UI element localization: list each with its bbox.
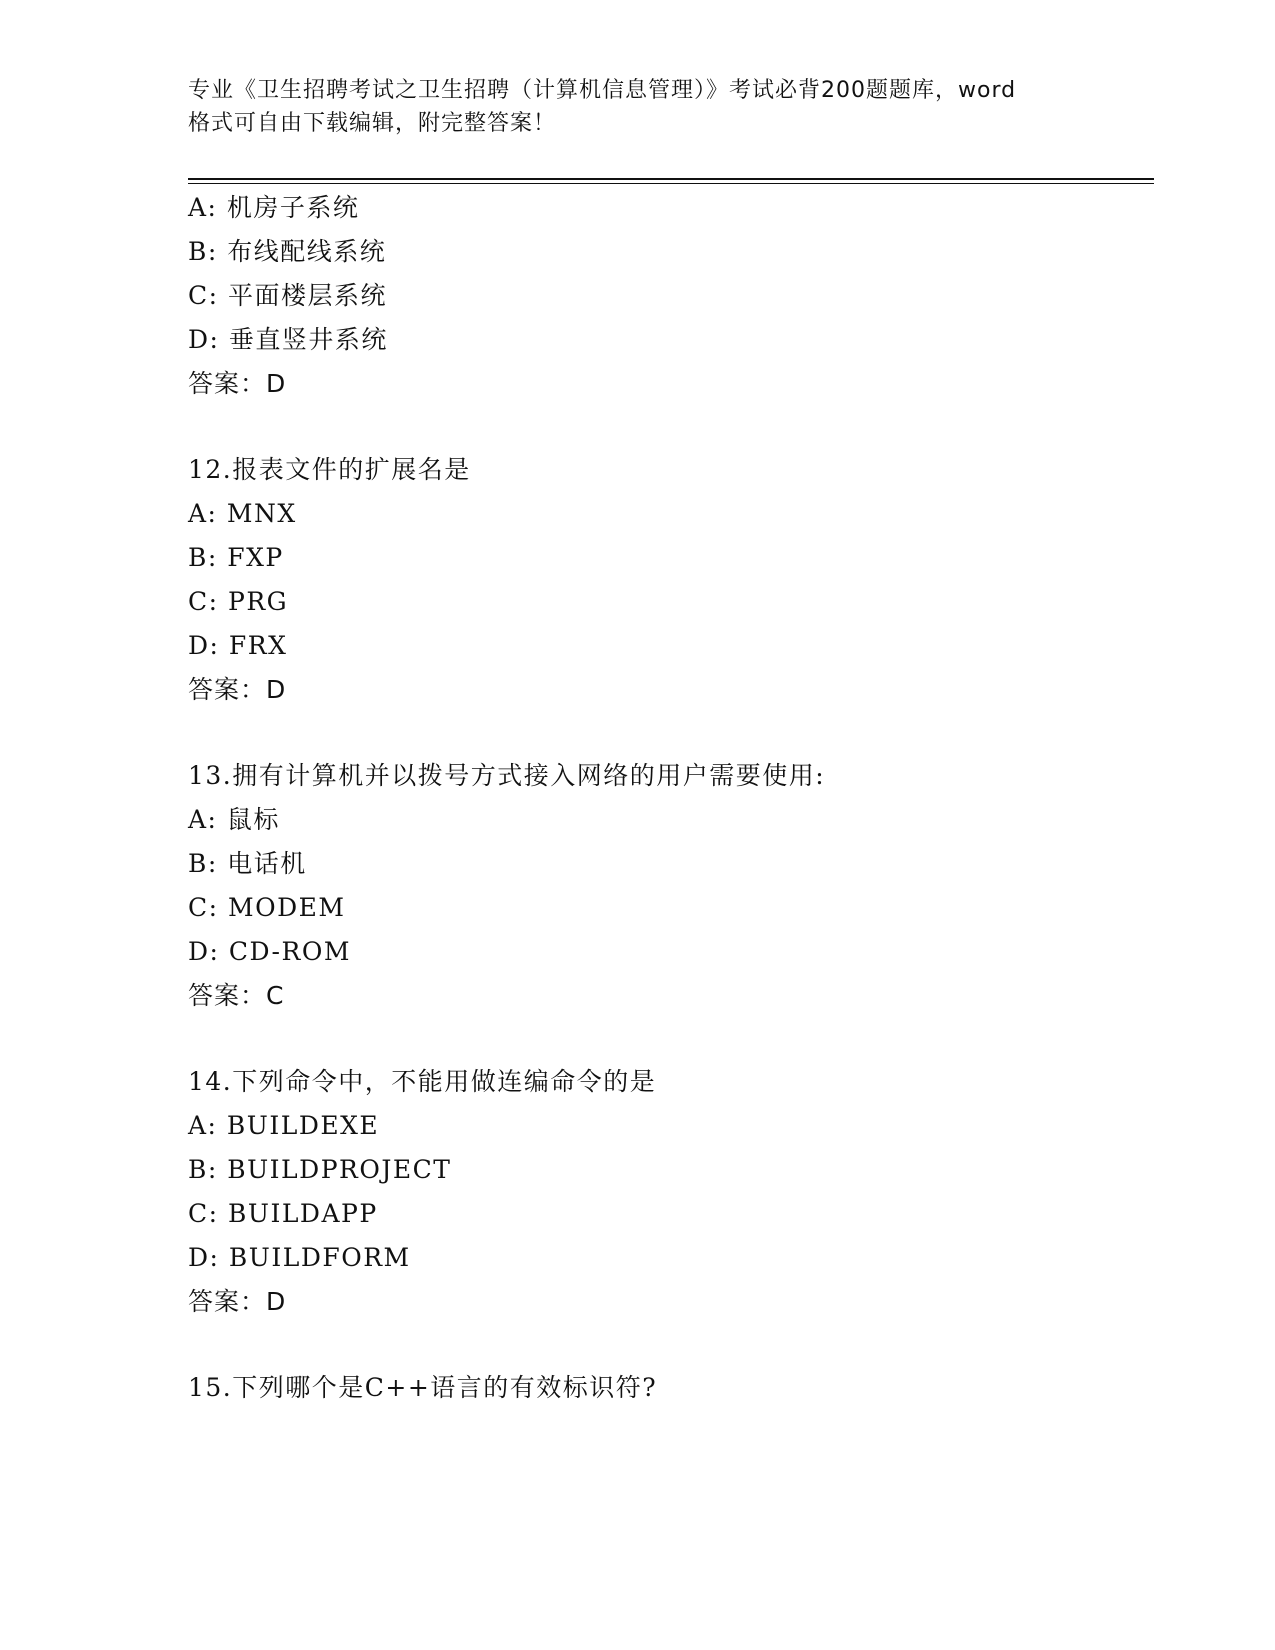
q13-option-b: B: 电话机	[188, 849, 307, 878]
document-header	[188, 74, 1088, 140]
q14-option-c: C: BUILDAPP	[188, 1199, 378, 1228]
q12-option-d: D: FRX	[188, 631, 288, 660]
header-divider-thin	[188, 183, 1154, 184]
q15-question: 15.下列哪个是C++语言的有效标识符?	[188, 1373, 658, 1402]
q13-option-c: C: MODEM	[188, 893, 346, 922]
q14-option-b: B: BUILDPROJECT	[188, 1155, 452, 1184]
q12-option-a: A: MNX	[188, 499, 297, 528]
q13-answer: 答案：C	[188, 981, 285, 1010]
q11-option-a: A: 机房子系统	[188, 193, 360, 222]
q12-question: 12.报表文件的扩展名是	[188, 455, 471, 484]
q14-option-d: D: BUILDFORM	[188, 1243, 411, 1272]
q11-answer: 答案：D	[188, 369, 287, 398]
header-divider-thick	[188, 178, 1154, 180]
q14-answer: 答案：D	[188, 1287, 287, 1316]
q12-option-b: B: FXP	[188, 543, 284, 572]
q11-option-d: D: 垂直竖井系统	[188, 325, 388, 354]
header-title-line-1: 专业《卫生招聘考试之卫生招聘（计算机信息管理）》考试必背200题题库，word	[188, 78, 1017, 103]
q14-question: 14.下列命令中，不能用做连编命令的是	[188, 1067, 657, 1096]
q11-option-c: C: 平面楼层系统	[188, 281, 387, 310]
q13-option-d: D: CD-ROM	[188, 937, 351, 966]
q13-option-a: A: 鼠标	[188, 805, 280, 834]
header-title-line-2: 格式可自由下载编辑，附完整答案！	[188, 111, 557, 136]
q12-answer: 答案：D	[188, 675, 287, 704]
q14-option-a: A: BUILDEXE	[188, 1111, 380, 1140]
q12-option-c: C: PRG	[188, 587, 289, 616]
q13-question: 13.拥有计算机并以拨号方式接入网络的用户需要使用:	[188, 761, 826, 790]
q11-option-b: B: 布线配线系统	[188, 237, 387, 266]
